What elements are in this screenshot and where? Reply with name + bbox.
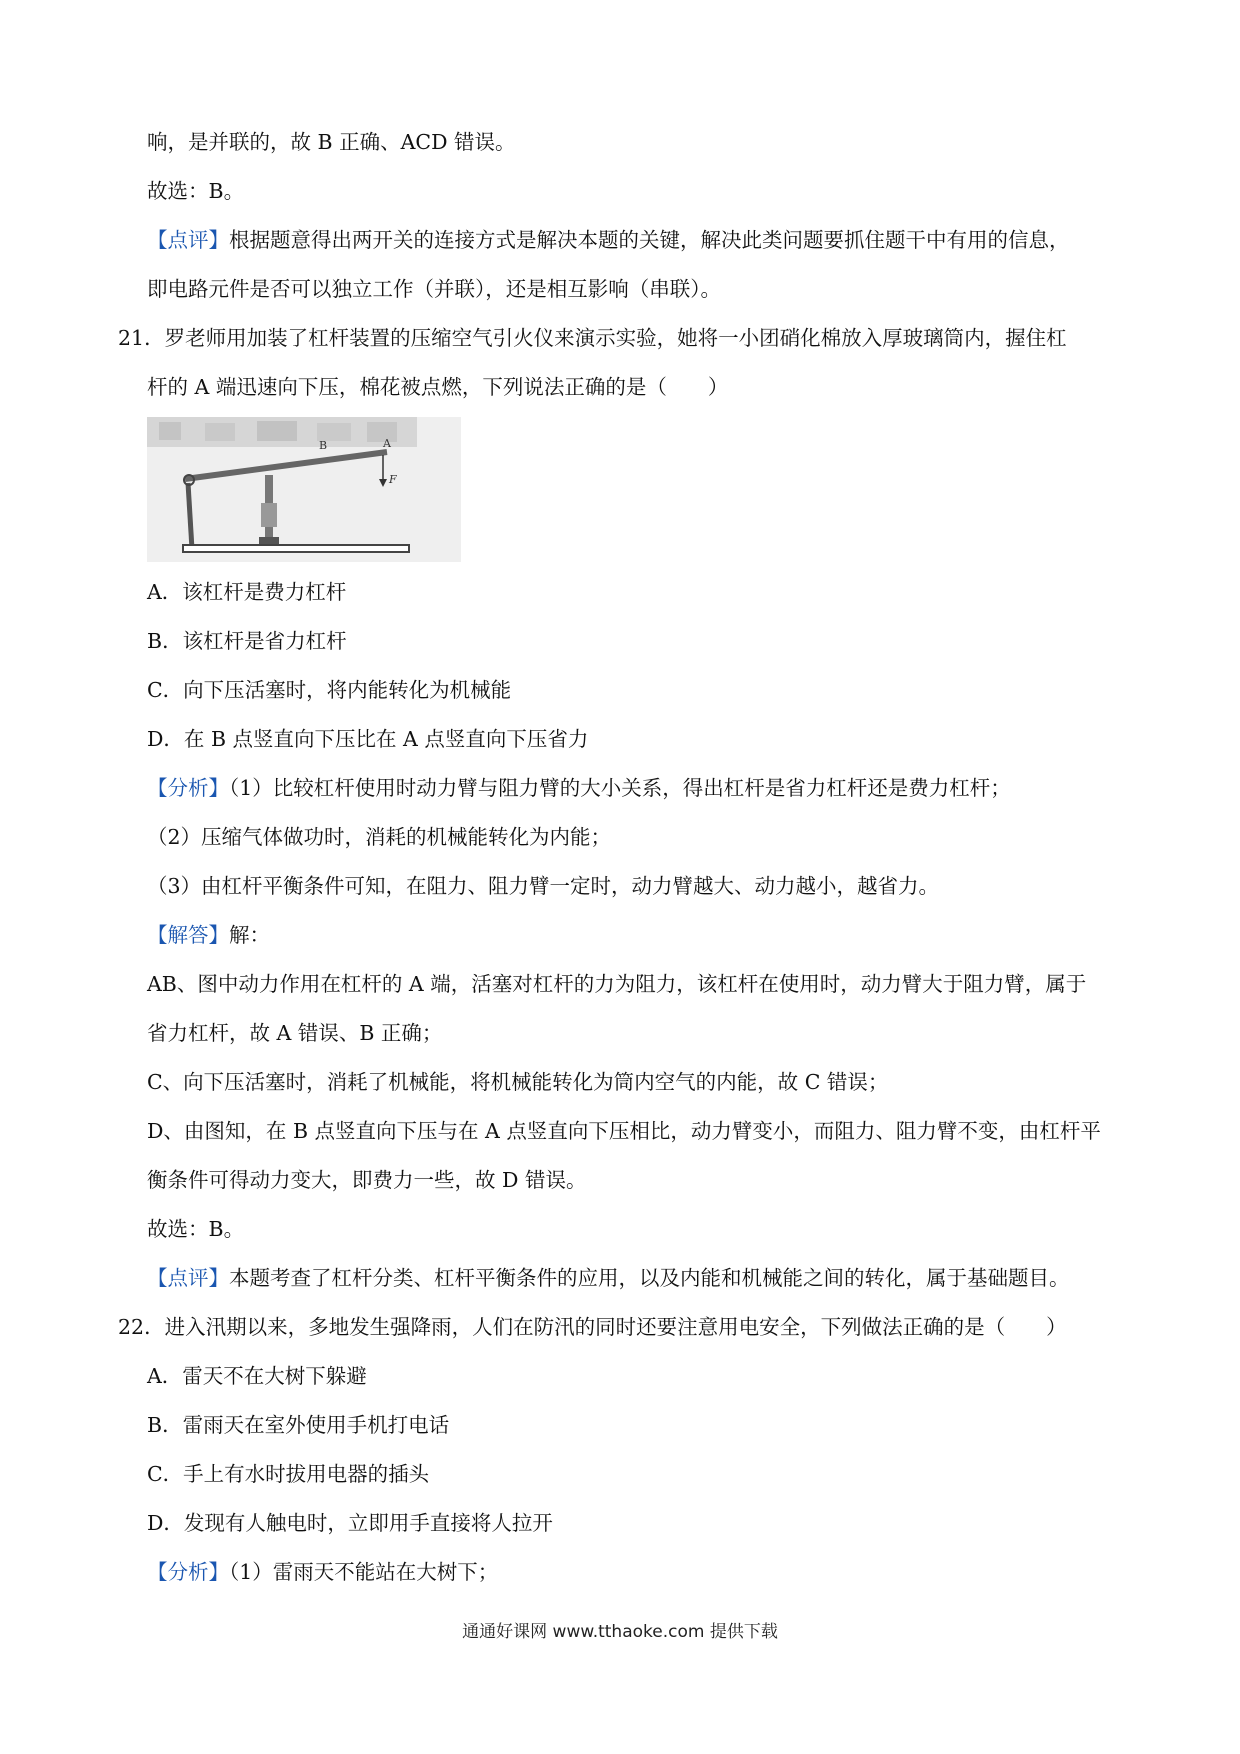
analysis-line (147, 1558, 498, 1586)
analysis-tag: 【分析】 (147, 776, 229, 800)
answer-tag: 【解答】 (147, 923, 229, 947)
analysis-line (147, 774, 1011, 802)
option-a: A．雷天不在大树下躲避 (147, 1364, 367, 1388)
analysis-text: （1）雷雨天不能站在大树下； (229, 1560, 499, 1584)
answer-line (147, 921, 270, 949)
text-line: 故选：B。 (147, 179, 245, 203)
review-text: 根据题意得出两开关的连接方式是解决本题的关键，解决此类问题要抓住题干中有用的信息， (229, 228, 1070, 252)
text-line: 响，是并联的，故 B 正确、ACD 错误。 (147, 130, 516, 154)
question-22-stem: 22．进入汛期以来，多地发生强降雨，人们在防汛的同时还要注意用电安全，下列做法正确的是（ ） (118, 1315, 1067, 1339)
text-line: 故选：B。 (147, 1217, 245, 1241)
text-line: （3）由杠杆平衡条件可知，在阻力、阻力臂一定时，动力臂越大、动力越小，越省力。 (147, 874, 940, 898)
text-line: C、向下压活塞时，消耗了机械能，将机械能转化为筒内空气的内能，故 C 错误； (147, 1070, 889, 1094)
text-line: AB、图中动力作用在杠杆的 A 端，活塞对杠杆的力为阻力，该杠杆在使用时，动力臂大于阻力臂，属于 (147, 972, 1087, 996)
option-d: D．发现有人触电时，立即用手直接将人拉开 (147, 1511, 553, 1535)
label-a: A (383, 437, 391, 450)
text-line: D、由图知，在 B 点竖直向下压与在 A 点竖直向下压相比，动力臂变小，而阻力、阻力臂不变，由杠杆平 (147, 1119, 1101, 1143)
option-b: B．雷雨天在室外使用手机打电话 (147, 1413, 450, 1437)
text-line: 衡条件可得动力变大，即费力一些，故 D 错误。 (147, 1168, 587, 1192)
page-footer: 通通好课网 www.tthaoke.com 提供下载 (462, 1622, 778, 1642)
review-line (147, 1264, 1070, 1292)
text-line: 杆的 A 端迅速向下压，棉花被点燃，下列说法正确的是（ ） (147, 375, 729, 399)
label-f: F (389, 473, 397, 486)
review-line (147, 226, 1070, 254)
option-c: C．向下压活塞时，将内能转化为机械能 (147, 678, 512, 702)
label-b: B (319, 439, 328, 452)
review-tag: 【点评】 (147, 1266, 229, 1290)
review-text: 本题考查了杠杆分类、杠杆平衡条件的应用，以及内能和机械能之间的转化，属于基础题目。 (229, 1266, 1070, 1290)
text-line: 省力杠杆，故 A 错误、B 正确； (147, 1021, 443, 1045)
question-21-stem: 21．罗老师用加装了杠杆装置的压缩空气引火仪来演示实验，她将一小团硝化棉放入厚玻璃筒内，握住杠 (118, 326, 1067, 350)
option-a: A．该杠杆是费力杠杆 (147, 580, 347, 604)
option-d: D．在 B 点竖直向下压比在 A 点竖直向下压省力 (147, 727, 589, 751)
lever-diagram (147, 417, 461, 562)
option-b: B．该杠杆是省力杠杆 (147, 629, 347, 653)
lever-figure (147, 417, 461, 562)
analysis-text: （1）比较杠杆使用时动力臂与阻力臂的大小关系，得出杠杆是省力杠杆还是费力杠杆； (229, 776, 1011, 800)
review-tag: 【点评】 (147, 228, 229, 252)
option-c: C．手上有水时拔用电器的插头 (147, 1462, 430, 1486)
answer-text: 解： (229, 923, 270, 947)
analysis-tag: 【分析】 (147, 1560, 229, 1584)
text-line: 即电路元件是否可以独立工作（并联），还是相互影响（串联）。 (147, 277, 721, 301)
text-line: （2）压缩气体做功时，消耗的机械能转化为内能； (147, 825, 612, 849)
